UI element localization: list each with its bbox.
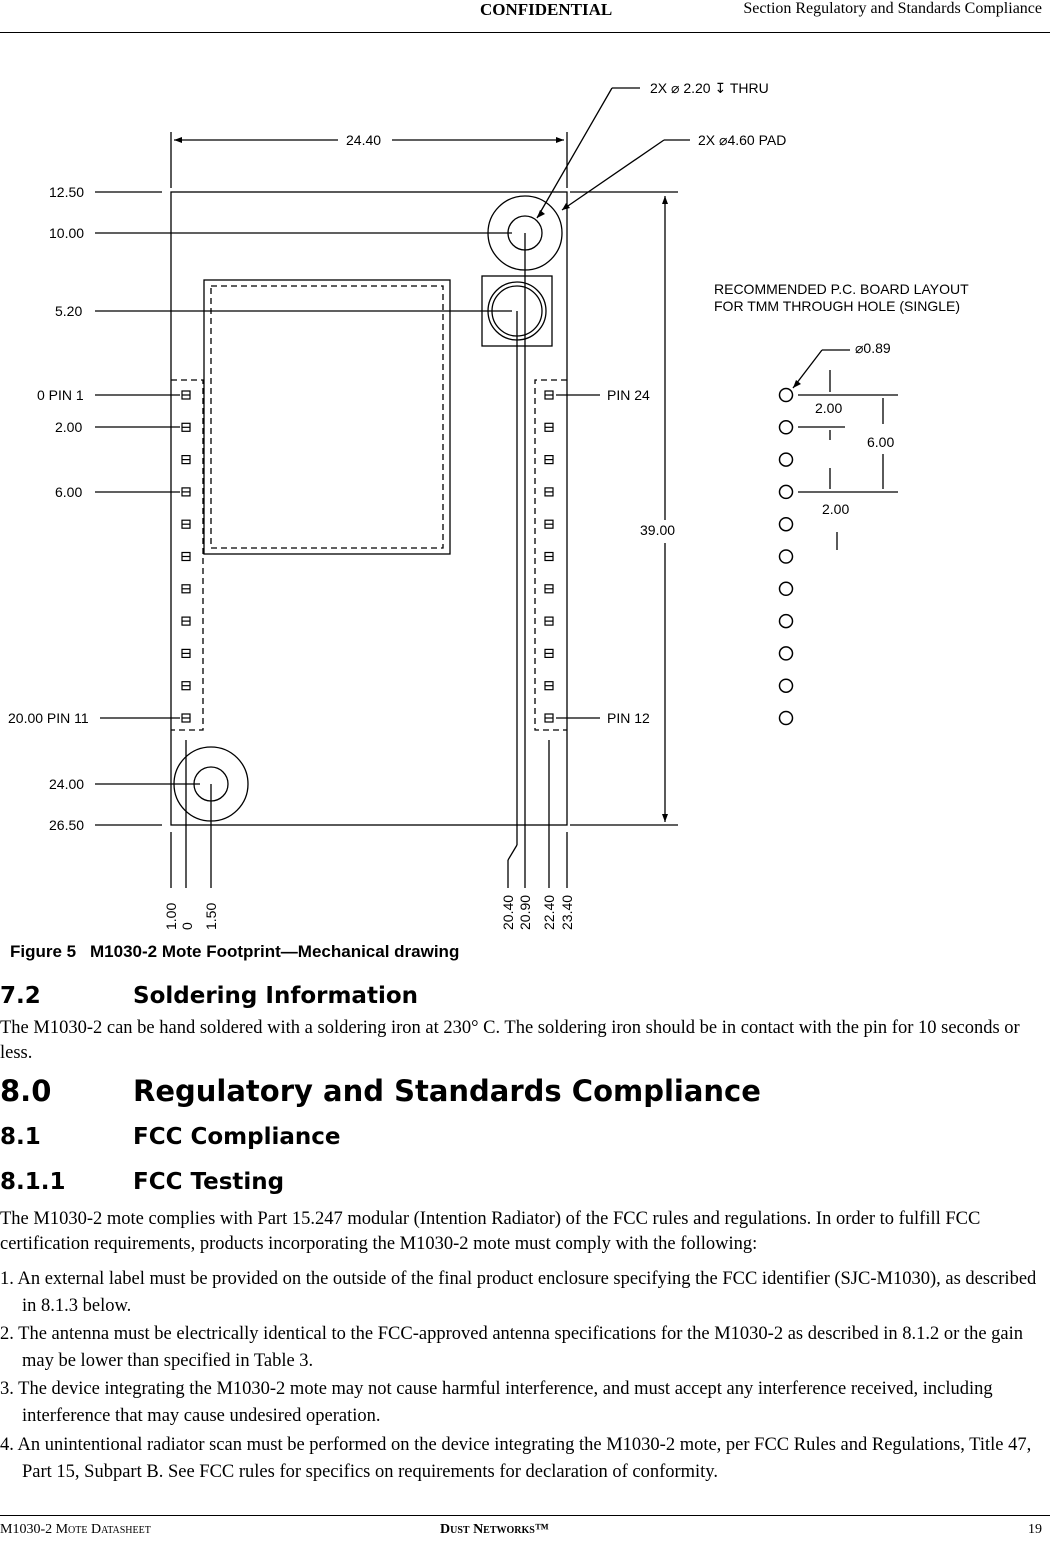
paragraph-soldering: The M1030-2 can be hand soldered with a soldering iron at 230° C. The soldering iron should be in contact with the pin for 10 seconds or less. [0,1018,1020,1063]
left-label: 10.00 [49,225,85,241]
recommended-line-1: RECOMMENDED P.C. BOARD LAYOUT [714,281,969,297]
confidential-label: CONFIDENTIAL [480,0,613,19]
figure-caption [10,942,459,962]
right-label: PIN 24 [607,387,650,403]
dim-width: 24.40 [346,132,382,148]
dim-pitch-a: 2.00 [815,400,843,416]
recommended-hole [780,485,793,498]
left-label: 26.50 [49,817,85,833]
recommended-hole [780,453,793,466]
bottom-label: 0 [179,922,195,930]
bottom-label: 20.40 [500,894,516,930]
left-label: 5.20 [55,303,83,319]
left-label: 6.00 [55,484,83,500]
recommended-hole [780,647,793,660]
recommended-hole [780,615,793,628]
recommended-hole [780,389,793,402]
dim-pitch-b: 2.00 [822,501,850,517]
left-label: 20.00 PIN 11 [8,710,89,726]
footer-company: Dust Networks™ [440,1522,549,1537]
heading-number: 7.2 [0,983,41,1009]
footer-doc-title: M1030-2 Mote Datasheet [0,1522,151,1537]
recommended-hole [780,518,793,531]
list-item: 3. The device integrating the M1030-2 mote may not cause harmful interference, and must accept any interference received, including interference that may cause undesired operation. [0,1379,993,1426]
recommended-hole [780,582,793,595]
heading-8-1-1 [0,1169,1050,1199]
list-item: 1. An external label must be provided on the outside of the final product enclosure specifying the FCC identifier (SJC-M1030), as described in 8.1.3 below. [0,1269,1037,1316]
dim-hole: 2X ⌀ 2.20 ↧ THRU [650,80,769,96]
heading-title: FCC Testing [133,1169,285,1195]
recommended-hole [780,712,793,725]
heading-number: 8.1.1 [0,1169,66,1195]
recommended-hole [780,679,793,692]
figure-number: Figure 5 [10,942,77,961]
dim-height: 39.00 [640,522,676,538]
heading-title: Regulatory and Standards Compliance [133,1074,761,1108]
heading-title: Soldering Information [133,983,419,1009]
recommended-line-2: FOR TMM THROUGH HOLE (SINGLE) [714,298,961,314]
page-header [0,0,1050,33]
right-label: PIN 12 [607,710,650,726]
left-label: 24.00 [49,776,85,792]
bottom-label: 23.40 [559,894,575,930]
recommended-hole [780,550,793,563]
heading-title: FCC Compliance [133,1124,341,1150]
mechanical-drawing [0,40,1050,940]
heading-7-2 [0,983,1050,1013]
left-label: 0 PIN 1 [37,387,84,403]
recommended-hole [780,421,793,434]
list-item: 4. An unintentional radiator scan must be performed on the device integrating the M1030-2 mote, per FCC Rules and Regulations, Title 47, Part 15, Subpart B. See FCC rules for specifics on requirements for declaration of conformity. [0,1435,1032,1482]
bottom-label: 20.90 [517,894,533,930]
bottom-label: 22.40 [541,894,557,930]
heading-8-0 [0,1074,1050,1110]
bottom-label: 1.50 [203,902,219,930]
heading-number: 8.1 [0,1124,41,1150]
left-label: 2.00 [55,419,83,435]
dim-pad: 2X ⌀4.60 PAD [698,132,787,148]
left-label: 12.50 [49,184,85,200]
dim-span: 6.00 [867,434,895,450]
section-heading: Section Regulatory and Standards Compliance [743,0,1042,17]
heading-number: 8.0 [0,1074,52,1108]
dim-pin-dia: ⌀0.89 [855,340,891,356]
board-outline [171,192,567,825]
heading-8-1 [0,1124,1050,1154]
page-number: 19 [1028,1522,1042,1537]
paragraph-fcc-testing: The M1030-2 mote complies with Part 15.247 modular (Intention Radiator) of the FCC rules and regulations. In order to fulfill FCC certification requirements, products incorporating the M1030-2 mote must comply with the following: [0,1209,981,1254]
list-item: 2. The antenna must be electrically identical to the FCC-approved antenna specifications for the M1030-2 as described in 8.1.2 or the gain may be lower than specified in Table 3. [0,1324,1024,1371]
figure-title: M1030-2 Mote Footprint—Mechanical drawing [90,942,460,961]
page-footer [0,1515,1050,1541]
bottom-label: 1.00 [163,902,179,930]
